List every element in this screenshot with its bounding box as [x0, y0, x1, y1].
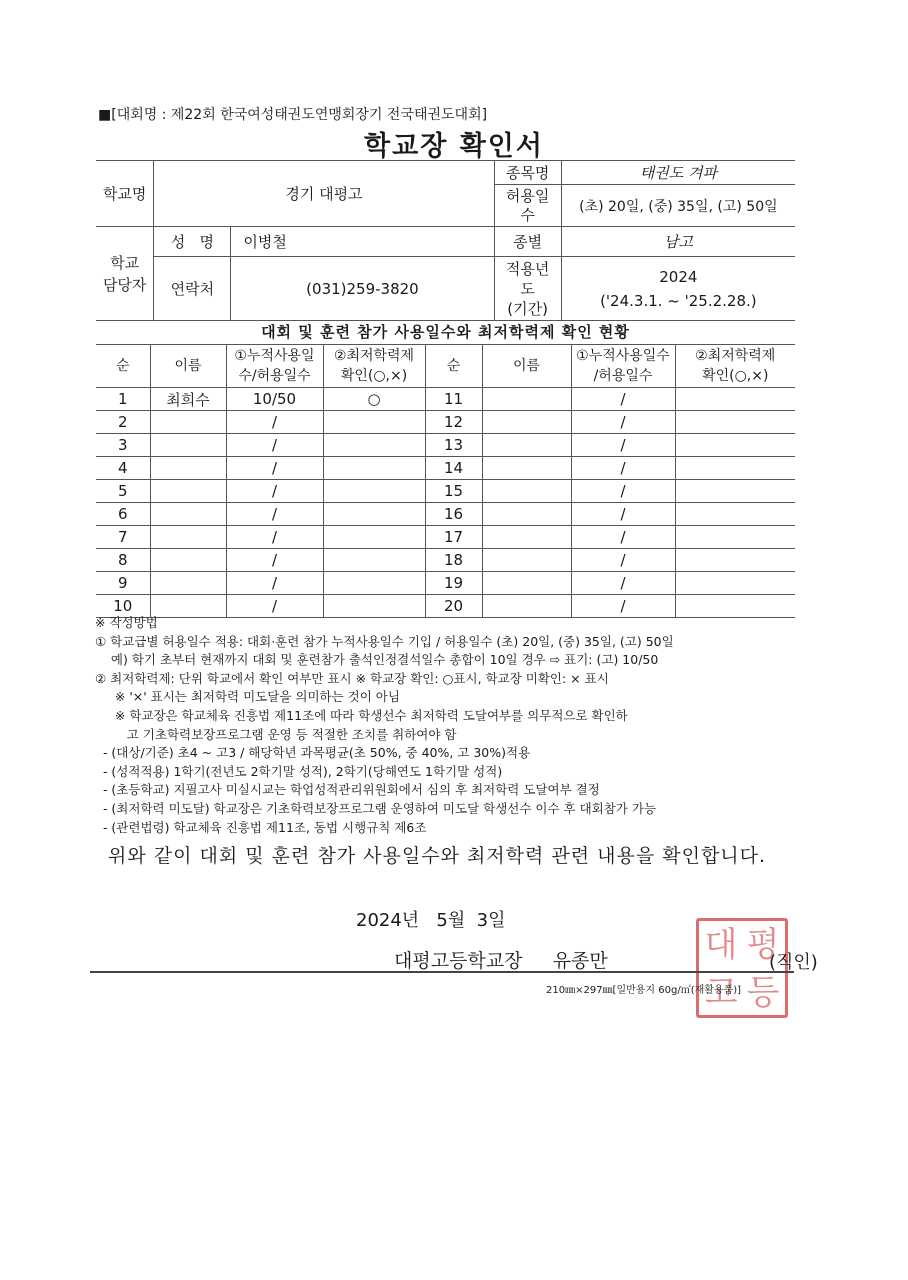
- contact-label: 연락처: [154, 257, 231, 321]
- school-name-label: 학교명: [96, 161, 154, 227]
- category-label: 종별: [494, 227, 561, 257]
- school-info-table: [96, 160, 795, 321]
- note-line: ① 학교급별 허용일수 적용: 대회·훈련 참가 누적사용일수 기입 / 허용일수 (초) 20일, (중) 35일, (고) 50일: [95, 633, 674, 649]
- days-used: 10/50: [226, 388, 323, 411]
- days-used: /: [571, 434, 675, 457]
- note-line: - (대상/기준) 초4 ~ 고3 / 해당학년 과목평균(초 50%, 중 40%, 고 30%)적용: [95, 745, 531, 761]
- days-used: /: [571, 480, 675, 503]
- table-row: [96, 526, 795, 549]
- row-number: 17: [425, 526, 482, 549]
- applied-period-value: ('24.3.1. ~ '25.2.28.): [600, 291, 757, 310]
- status-table: [96, 344, 795, 618]
- manager-label-1: 학교: [110, 253, 140, 272]
- student-name: 최희수: [150, 388, 226, 411]
- seal-char: 평: [746, 925, 780, 965]
- min-academic-check: [675, 411, 795, 434]
- student-name: [150, 503, 226, 526]
- table-row: [96, 503, 795, 526]
- header-seq-left: 순: [96, 345, 150, 388]
- days-used: /: [226, 595, 323, 618]
- days-used: /: [226, 549, 323, 572]
- row-number: 10: [96, 595, 150, 618]
- header-days-right-2: /허용일수: [593, 368, 653, 384]
- row-number: 7: [96, 526, 150, 549]
- event-value: 태권도 겨파: [561, 161, 795, 185]
- note-line: 고 기초학력보장프로그램 운영 등 적절한 조치를 취하여야 함: [95, 726, 457, 742]
- days-used: /: [226, 526, 323, 549]
- row-number: 11: [425, 388, 482, 411]
- allowed-days-value: (초) 20일, (중) 35일, (고) 50일: [561, 185, 795, 227]
- manager-label-2: 담당자: [102, 275, 147, 294]
- year-label-2: 도: [520, 279, 535, 298]
- row-number: 14: [425, 457, 482, 480]
- manager-name-value: 이병철: [231, 227, 494, 257]
- student-name: [482, 457, 571, 480]
- row-number: 2: [96, 411, 150, 434]
- days-used: /: [226, 457, 323, 480]
- header-check-left-1: ②최저학력제: [333, 348, 415, 364]
- student-name: [482, 549, 571, 572]
- header-days-left-2: 수/허용일수: [238, 368, 311, 384]
- note-line: - (성적적용) 1학기(전년도 2학기말 성적), 2학기(당해연도 1학기말 성적): [95, 763, 503, 779]
- days-used: /: [571, 457, 675, 480]
- days-used: /: [571, 595, 675, 618]
- table-row: [96, 480, 795, 503]
- days-used: /: [226, 503, 323, 526]
- event-label: 종목명: [494, 161, 561, 185]
- row-number: 4: [96, 457, 150, 480]
- min-academic-check: [323, 434, 425, 457]
- note-line: - (관련법령) 학교체육 진흥법 제11조, 동법 시행규칙 제6조: [95, 819, 427, 835]
- note-line: ② 최저학력제: 단위 학교에서 확인 여부만 표시 ※ 학교장 확인: ○표시, 학교장 미확인: × 표시: [95, 670, 609, 686]
- min-academic-check: [675, 480, 795, 503]
- row-number: 5: [96, 480, 150, 503]
- days-used: /: [226, 434, 323, 457]
- paper-spec-footer: 210㎜×297㎜[일반용지 60g/㎡(재활용품)]: [546, 985, 742, 996]
- days-used: /: [226, 411, 323, 434]
- row-number: 12: [425, 411, 482, 434]
- student-name: [482, 572, 571, 595]
- year-label-3: (기간): [507, 299, 548, 318]
- student-name: [482, 503, 571, 526]
- row-number: 20: [425, 595, 482, 618]
- min-academic-check: [675, 434, 795, 457]
- principal-signature: 대평고등학교장 유종만: [394, 950, 608, 972]
- header-check-left-2: 확인(○,×): [340, 368, 408, 384]
- table-row: [96, 388, 795, 411]
- student-name: [482, 526, 571, 549]
- days-used: /: [571, 572, 675, 595]
- row-number: 1: [96, 388, 150, 411]
- table-row: [96, 411, 795, 434]
- row-number: 19: [425, 572, 482, 595]
- header-check-right-2: 확인(○,×): [702, 368, 769, 384]
- row-number: 16: [425, 503, 482, 526]
- header-days-left-1: ①누적사용일: [234, 348, 315, 364]
- allowed-days-label-1: 허용일: [505, 186, 550, 205]
- student-name: [150, 572, 226, 595]
- name-label: 성 명: [154, 227, 231, 257]
- min-academic-check: [323, 572, 425, 595]
- student-name: [482, 480, 571, 503]
- seal-char: 등: [746, 973, 780, 1013]
- student-name: [482, 434, 571, 457]
- min-academic-check: [323, 503, 425, 526]
- header-name-left: 이름: [150, 345, 226, 388]
- note-line: ※ '×' 표시는 최저학력 미도달을 의미하는 것이 아님: [95, 689, 400, 705]
- min-academic-check: [675, 572, 795, 595]
- writing-instructions: [95, 614, 795, 837]
- status-subtitle: 대회 및 훈련 참가 사용일수와 최저학력제 확인 현황: [261, 323, 630, 341]
- min-academic-check: [675, 503, 795, 526]
- row-number: 18: [425, 549, 482, 572]
- table-row: [96, 549, 795, 572]
- min-academic-check: [323, 549, 425, 572]
- table-row: [96, 434, 795, 457]
- row-number: 9: [96, 572, 150, 595]
- days-used: /: [226, 572, 323, 595]
- note-line: - (최저학력 미도달) 학교장은 기초학력보장프로그램 운영하여 미도달 학생선수 이수 후 대회참가 가능: [95, 800, 656, 816]
- min-academic-check: [323, 411, 425, 434]
- min-academic-check: ○: [323, 388, 425, 411]
- table-row: [96, 572, 795, 595]
- days-used: /: [571, 526, 675, 549]
- days-used: /: [571, 411, 675, 434]
- header-days-right-1: ①누적사용일수: [576, 348, 670, 364]
- category-value: 남고: [561, 227, 795, 257]
- row-number: 3: [96, 434, 150, 457]
- competition-name-line: ■[대회명 : 제22회 한국여성태권도연맹회장기 전국태권도대회]: [98, 107, 488, 123]
- note-line: ※ 학교장은 학교체육 진흥법 제11조에 따라 학생선수 최저학력 도달여부를 의무적으로 확인하: [95, 707, 628, 723]
- row-number: 8: [96, 549, 150, 572]
- days-used: /: [571, 503, 675, 526]
- seal-char: 고: [704, 973, 738, 1013]
- note-line: ※ 작성방법: [95, 615, 158, 630]
- header-seq-right: 순: [425, 345, 482, 388]
- header-name-right: 이름: [482, 345, 571, 388]
- student-name: [150, 411, 226, 434]
- student-name: [150, 457, 226, 480]
- min-academic-check: [675, 549, 795, 572]
- student-name: [482, 411, 571, 434]
- confirmation-statement: 위와 같이 대회 및 훈련 참가 사용일수와 최저학력 관련 내용을 확인합니다.: [108, 845, 767, 867]
- min-academic-check: [323, 526, 425, 549]
- days-used: /: [571, 388, 675, 411]
- note-line: - (초등학교) 지필고사 미실시교는 학업성적관리위원회에서 심의 후 최저학력 도달여부 결정: [95, 782, 600, 798]
- student-name: [150, 549, 226, 572]
- student-name: [150, 480, 226, 503]
- school-name-value: 경기 대평고: [154, 161, 494, 227]
- issue-date: 2024년 5월 3일: [356, 910, 506, 931]
- min-academic-check: [675, 457, 795, 480]
- seal-char: 대: [704, 925, 738, 965]
- applied-year-value: 2024: [659, 267, 698, 286]
- days-used: /: [571, 549, 675, 572]
- note-line: 예) 학기 초부터 현재까지 대회 및 훈련참가 출석인정결석일수 총합이 10일 경우 ⇨ 표기: (고) 10/50: [95, 652, 659, 668]
- min-academic-check: [323, 457, 425, 480]
- row-number: 15: [425, 480, 482, 503]
- divider: [90, 971, 794, 973]
- document-title: 학교장 확인서: [364, 131, 544, 162]
- student-name: [150, 434, 226, 457]
- seal-label: (직인): [769, 952, 818, 973]
- min-academic-check: [675, 526, 795, 549]
- table-row: [96, 457, 795, 480]
- contact-value: (031)259-3820: [231, 257, 494, 321]
- year-label-1: 적용년: [505, 259, 550, 278]
- student-name: [482, 388, 571, 411]
- student-name: [150, 526, 226, 549]
- min-academic-check: [323, 480, 425, 503]
- allowed-days-label-2: 수: [520, 205, 535, 224]
- row-number: 13: [425, 434, 482, 457]
- min-academic-check: [675, 388, 795, 411]
- days-used: /: [226, 480, 323, 503]
- row-number: 6: [96, 503, 150, 526]
- header-check-right-1: ②최저학력제: [695, 348, 776, 364]
